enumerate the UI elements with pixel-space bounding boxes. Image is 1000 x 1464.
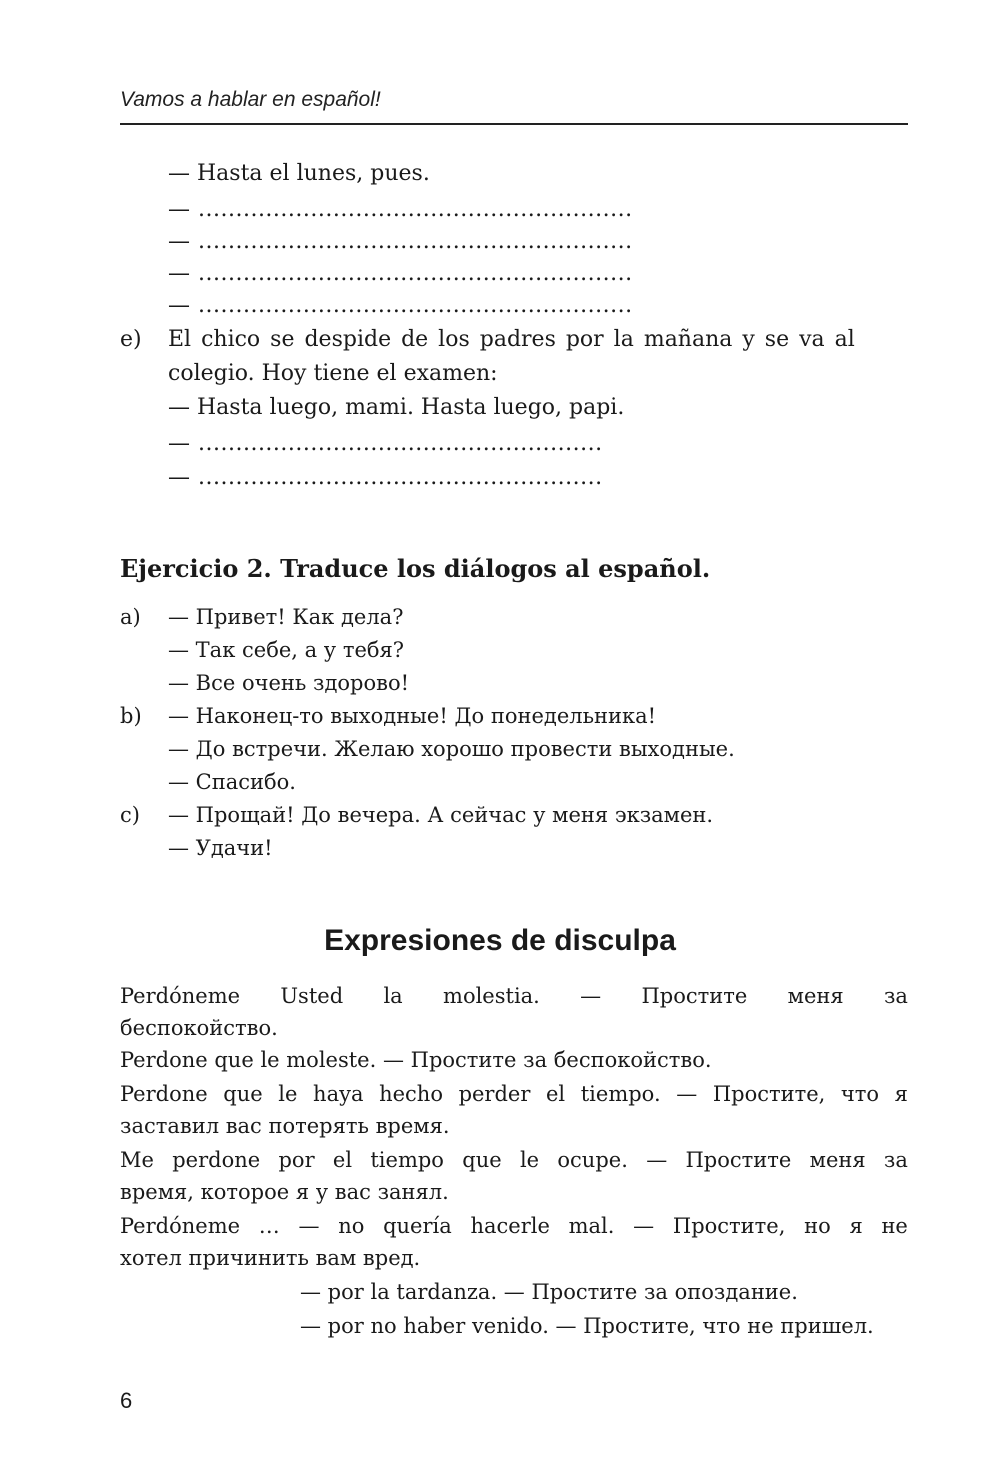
word: Perdóneme: [120, 1214, 241, 1238]
word: —: [298, 1214, 320, 1238]
word: я: [894, 1082, 908, 1106]
justified-line: [120, 1078, 908, 1110]
text-line: хотел причинить вам вред.: [120, 1246, 421, 1270]
word: tiempo: [370, 1148, 444, 1172]
word: Perdóneme: [120, 984, 241, 1008]
item-marker: b): [120, 704, 142, 728]
dialog-line: — Привет! Как дела?: [168, 605, 404, 629]
word: haya: [313, 1082, 364, 1106]
word: por: [278, 1148, 315, 1172]
word: —: [633, 1214, 655, 1238]
text-line: — por no haber venido. — Простите, что не пришел.: [300, 1314, 874, 1338]
page-number: 6: [120, 1388, 133, 1413]
prompt-line: colegio. Hoy tiene el examen:: [168, 361, 498, 386]
word: Простите: [641, 984, 748, 1008]
word: el: [545, 1082, 566, 1106]
word: perdone: [172, 1148, 261, 1172]
justified-line: [120, 1144, 908, 1176]
running-header: Vamos a hablar en español!: [120, 88, 381, 111]
dialog-line: — Спасибо.: [168, 770, 296, 794]
blank-line: — ..........................................................: [168, 293, 633, 318]
word: Me: [120, 1148, 154, 1172]
word: que: [223, 1082, 263, 1106]
item-marker: e): [120, 327, 142, 352]
word: molestia.: [443, 984, 540, 1008]
prompt-text: El chico se despide de los padres por la mañana y se va al: [168, 327, 855, 352]
dialog-line: — Удачи!: [168, 836, 273, 860]
word: Perdone: [120, 1082, 208, 1106]
blank-line: — ..........................................................: [168, 229, 633, 254]
text-line: время, которое я у вас занял.: [120, 1180, 449, 1204]
word: меня: [809, 1148, 866, 1172]
word: perder: [458, 1082, 531, 1106]
justified-line: [120, 980, 908, 1012]
word: за: [883, 984, 908, 1008]
blank-line: — ..........................................................: [168, 261, 633, 286]
word: el: [332, 1148, 353, 1172]
dialog-line: — Hasta el lunes, pues.: [168, 161, 430, 186]
word: ocupe.: [557, 1148, 628, 1172]
dialog-line: — До встречи. Желаю хорошо провести выходные.: [168, 737, 735, 761]
word: не: [881, 1214, 908, 1238]
word: …: [258, 1214, 280, 1238]
word: Простите: [685, 1148, 792, 1172]
blank-line: — ..........................................................: [168, 197, 633, 222]
word: le: [278, 1082, 298, 1106]
blank-line: — ......................................................: [168, 465, 603, 490]
word: за: [883, 1148, 908, 1172]
word: hacerle: [470, 1214, 550, 1238]
text-line: Perdone que le moleste. — Простите за беспокойство.: [120, 1048, 712, 1072]
word: quería: [383, 1214, 452, 1238]
word: Простите,: [712, 1082, 826, 1106]
header-rule: [120, 123, 908, 125]
dialog-line: — Все очень здорово!: [168, 671, 410, 695]
word: Usted: [280, 984, 344, 1008]
word: la: [383, 984, 403, 1008]
word: le: [519, 1148, 540, 1172]
dialog-line: — Прощай! До вечера. А сейчас у меня экзамен.: [168, 803, 714, 827]
justified-line: [120, 1210, 908, 1242]
word: no: [338, 1214, 365, 1238]
word: hecho: [379, 1082, 443, 1106]
text-line: — por la tardanza. — Простите за опоздание.: [300, 1280, 798, 1304]
word: tiempo.: [580, 1082, 661, 1106]
blank-line: — ......................................................: [168, 431, 603, 456]
text-line: заставил вас потерять время.: [120, 1114, 450, 1138]
dialog-line: — Hasta luego, mami. Hasta luego, papi.: [168, 395, 625, 420]
exercise-title: Ejercicio 2. Traduce los diálogos al español.: [120, 554, 711, 583]
item-marker: a): [120, 605, 141, 629]
dialog-line: — Наконец-то выходные! До понедельника!: [168, 704, 657, 728]
word: mal.: [568, 1214, 615, 1238]
word: что: [840, 1082, 880, 1106]
word: que: [462, 1148, 502, 1172]
item-marker: c): [120, 803, 140, 827]
dialog-line: — Так себе, а у тебя?: [168, 638, 405, 662]
section-title: Expresiones de disculpa: [324, 924, 676, 957]
text-line: беспокойство.: [120, 1016, 278, 1040]
word: меня: [787, 984, 844, 1008]
word: я: [849, 1214, 863, 1238]
word: —: [676, 1082, 698, 1106]
word: —: [580, 984, 602, 1008]
word: —: [646, 1148, 668, 1172]
word: Простите,: [672, 1214, 786, 1238]
word: но: [804, 1214, 831, 1238]
prompt-line: [168, 324, 908, 356]
